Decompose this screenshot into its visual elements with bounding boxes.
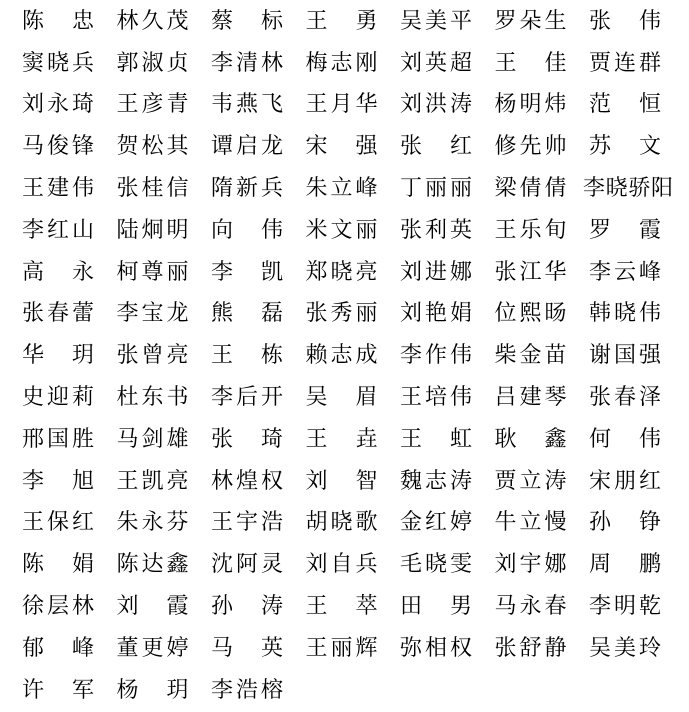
name-entry: 张 春 蕾 [22, 301, 94, 327]
name-entry: 王 乐 旬 [494, 217, 567, 243]
name-entry: 丁 丽 丽 [400, 176, 472, 202]
name-entry: 杨 玥 [116, 677, 189, 703]
name-entry: 苏 文 [589, 134, 661, 160]
name-entry: 王 宇 浩 [211, 510, 283, 536]
name-entry: 田 男 [400, 594, 472, 620]
name-entry: 隋 新 兵 [211, 176, 283, 202]
name-entry: 毛 晓 雯 [400, 552, 472, 578]
name-entry: 朱 立 峰 [305, 176, 378, 202]
name-entry: 李 后 开 [211, 385, 283, 411]
name-entry: 杜 东 书 [116, 385, 189, 411]
name-entry: 贾 立 涛 [494, 468, 567, 494]
name-entry: 林 煌 权 [211, 468, 283, 494]
name-entry: 弥 相 权 [400, 635, 472, 661]
name-entry: 李 清 林 [211, 50, 283, 76]
name-entry: 张 舒 静 [494, 635, 567, 661]
name-entry: 王 保 红 [22, 510, 94, 536]
name-entry: 徐 层 林 [22, 594, 94, 620]
name-entry: 张 利 英 [400, 217, 472, 243]
name-entry: 梅 志 刚 [305, 50, 378, 76]
name-entry: 朱 永 芬 [116, 510, 189, 536]
name-entry: 华 玥 [22, 343, 94, 369]
name-entry: 王 栋 [211, 343, 283, 369]
name-entry: 魏 志 涛 [400, 468, 472, 494]
name-entry: 宋 朋 红 [589, 468, 661, 494]
name-entry: 李 旭 [22, 468, 94, 494]
name-entry: 梁 倩 倩 [494, 176, 567, 202]
name-entry: 高 永 [22, 259, 94, 285]
name-entry: 许 军 [22, 677, 94, 703]
name-entry: 贾 连 群 [589, 50, 661, 76]
name-entry: 史 迎 莉 [22, 385, 94, 411]
name-entry: 刘 英 超 [400, 50, 472, 76]
name-entry: 李 红 山 [22, 217, 94, 243]
name-entry: 周 鹏 [589, 552, 661, 578]
name-entry: 邢 国 胜 [22, 426, 94, 452]
name-entry: 李 明 乾 [589, 594, 661, 620]
name-entry: 贺 松 其 [116, 134, 189, 160]
name-entry: 金 红 婷 [400, 510, 472, 536]
name-entry: 王 萃 [305, 594, 378, 620]
name-list [22, 0, 682, 711]
name-entry: 郁 峰 [22, 635, 94, 661]
name-entry: 陈 忠 [22, 8, 94, 34]
name-entry: 吴 美 平 [400, 8, 472, 34]
name-entry: 王 丽 辉 [305, 635, 378, 661]
name-entry: 孙 铮 [589, 510, 661, 536]
name-entry: 马 永 春 [494, 594, 567, 620]
name-entry: 王 虹 [400, 426, 472, 452]
name-entry: 沈 阿 灵 [211, 552, 283, 578]
name-entry: 王 垚 [305, 426, 378, 452]
name-entry: 赖 志 成 [305, 343, 378, 369]
name-entry: 张 秀 丽 [305, 301, 378, 327]
name-entry: 吕 建 琴 [494, 385, 567, 411]
name-entry: 张 琦 [211, 426, 283, 452]
name-entry: 吴 美 玲 [589, 635, 661, 661]
name-entry: 刘 进 娜 [400, 259, 472, 285]
name-entry: 熊 磊 [211, 301, 283, 327]
name-entry: 刘 自 兵 [305, 552, 378, 578]
name-entry: 刘 宇 娜 [494, 552, 567, 578]
name-entry: 马 英 [211, 635, 283, 661]
name-entry: 韩 晓 伟 [589, 301, 661, 327]
name-entry: 柴 金 苗 [494, 343, 567, 369]
name-entry: 董 更 婷 [116, 635, 189, 661]
name-entry: 王 月 华 [305, 92, 378, 118]
name-entry: 胡 晓 歌 [305, 510, 378, 536]
name-entry: 牛 立 慢 [494, 510, 567, 536]
name-entry: 窦 晓 兵 [22, 50, 94, 76]
name-entry: 位 熙 旸 [494, 301, 567, 327]
name-entry: 李 晓 骄 阳 [583, 176, 673, 202]
name-entry: 王 彦 青 [116, 92, 189, 118]
name-entry: 谢 国 强 [589, 343, 661, 369]
name-entry: 吴 眉 [305, 385, 378, 411]
name-entry: 柯 尊 丽 [116, 259, 189, 285]
name-entry: 林 久 茂 [116, 8, 189, 34]
name-entry: 孙 涛 [211, 594, 283, 620]
name-entry: 刘 艳 娟 [400, 301, 472, 327]
name-entry: 陈 达 鑫 [116, 552, 189, 578]
name-entry: 张 红 [400, 134, 472, 160]
name-entry: 王 佳 [494, 50, 567, 76]
name-entry: 陆 炯 明 [116, 217, 189, 243]
name-entry: 李 浩 榕 [211, 677, 283, 703]
name-entry: 李 凯 [211, 259, 283, 285]
name-entry: 张 伟 [589, 8, 661, 34]
name-entry: 何 伟 [589, 426, 661, 452]
name-entry: 王 建 伟 [22, 176, 94, 202]
name-entry: 刘 洪 涛 [400, 92, 472, 118]
name-entry: 王 勇 [305, 8, 378, 34]
name-entry: 陈 娟 [22, 552, 94, 578]
name-entry: 张 江 华 [494, 259, 567, 285]
name-entry: 李 宝 龙 [116, 301, 189, 327]
name-entry: 刘 永 琦 [22, 92, 94, 118]
name-entry: 宋 强 [305, 134, 378, 160]
name-entry: 张 春 泽 [589, 385, 661, 411]
name-entry: 张 曾 亮 [116, 343, 189, 369]
name-entry: 向 伟 [211, 217, 283, 243]
name-entry: 韦 燕 飞 [211, 92, 283, 118]
name-entry: 马 俊 锋 [22, 134, 94, 160]
name-entry: 郭 淑 贞 [116, 50, 189, 76]
name-entry: 罗 霞 [589, 217, 661, 243]
name-entry: 郑 晓 亮 [305, 259, 378, 285]
name-entry: 刘 智 [305, 468, 378, 494]
name-entry: 蔡 标 [211, 8, 283, 34]
name-entry: 耿 鑫 [494, 426, 567, 452]
name-entry: 范 恒 [589, 92, 661, 118]
name-entry: 谭 启 龙 [211, 134, 283, 160]
name-entry: 张 桂 信 [116, 176, 189, 202]
name-entry: 王 培 伟 [400, 385, 472, 411]
name-entry: 王 凯 亮 [116, 468, 189, 494]
name-entry: 李 云 峰 [589, 259, 661, 285]
name-entry: 米 文 丽 [305, 217, 378, 243]
name-entry: 修 先 帅 [494, 134, 567, 160]
name-entry: 刘 霞 [116, 594, 189, 620]
name-entry: 杨 明 炜 [494, 92, 567, 118]
name-entry: 马 剑 雄 [116, 426, 189, 452]
name-entry: 罗 朵 生 [494, 8, 567, 34]
name-entry: 李 作 伟 [400, 343, 472, 369]
